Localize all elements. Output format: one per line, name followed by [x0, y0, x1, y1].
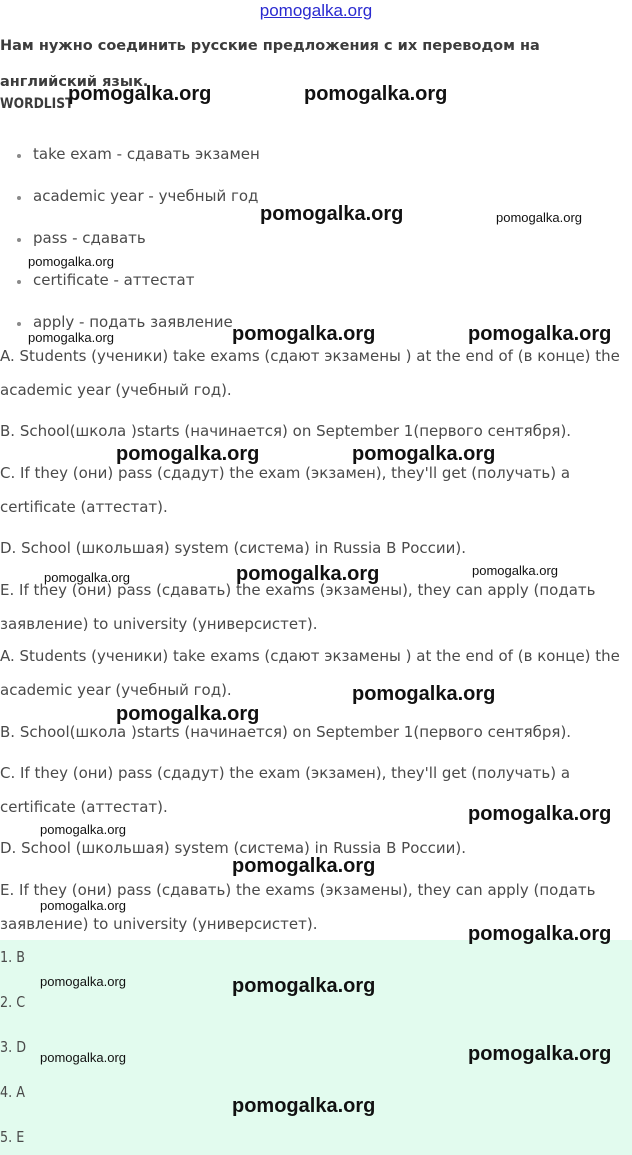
watermark: pomogalka.org — [116, 703, 260, 725]
sentence-item: B. School(школа )starts (начинается) on September 1(первого сентября). — [0, 422, 572, 440]
wordlist-item: certificate - аттестат — [33, 271, 195, 289]
watermark: pomogalka.org — [472, 563, 558, 578]
sentence-item: E. If they (они) pass (сдавать) the exams (экзамены), they can apply (подать заявление) to university (универсистет). — [0, 881, 596, 933]
answer-item: 3. D — [0, 1038, 27, 1056]
watermark: pomogalka.org — [116, 443, 260, 465]
watermark: pomogalka.org — [468, 323, 612, 345]
wordlist-title: WORDLIST — [0, 96, 74, 112]
answer-item: 4. A — [0, 1083, 25, 1101]
watermark: pomogalka.org — [232, 975, 376, 997]
watermark: pomogalka.org — [468, 803, 612, 825]
watermark: pomogalka.org — [496, 210, 582, 225]
watermark: pomogalka.org — [28, 330, 114, 345]
sentence-item: D. School (школьшая) system (система) in Russia В России). — [0, 839, 466, 857]
wordlist-item: take exam - сдавать экзамен — [33, 145, 260, 163]
watermark: pomogalka.org — [236, 563, 380, 585]
watermark: pomogalka.org — [28, 254, 114, 269]
watermark: pomogalka.org — [232, 1095, 376, 1117]
watermark: pomogalka.org — [232, 855, 376, 877]
sentence-item: D. School (школьшая) system (система) in Russia В России). — [0, 539, 466, 557]
sentence-item: C. If they (они) pass (сдадут) the exam (экзамен), they'll get (получать) a certificate (аттестат). — [0, 764, 571, 816]
watermark: pomogalka.org — [44, 570, 130, 585]
watermark: pomogalka.org — [260, 203, 404, 225]
watermark: pomogalka.org — [304, 83, 448, 105]
sentence-item: A. Students (ученики) take exams (сдают экзамены ) at the end of (в конце) the academic year (учебный год). — [0, 347, 620, 399]
answer-item: 2. C — [0, 993, 26, 1011]
answer-item: 1. B — [0, 948, 25, 966]
watermark: pomogalka.org — [68, 83, 212, 105]
sentence-item: A. Students (ученики) take exams (сдают экзамены ) at the end of (в конце) the academic year (учебный год). — [0, 647, 620, 699]
watermark: pomogalka.org — [352, 683, 496, 705]
watermark: pomogalka.org — [468, 1043, 612, 1065]
watermark: pomogalka.org — [40, 1050, 126, 1065]
sentence-item: E. If they (они) pass (сдавать) the exams (экзамены), they can apply (подать заявление) to university (универсистет). — [0, 581, 596, 633]
watermark: pomogalka.org — [40, 898, 126, 913]
wordlist-item: pass - сдавать — [33, 229, 146, 247]
wordlist-item: academic year - учебный год — [33, 187, 259, 205]
answer-item: 5. E — [0, 1128, 25, 1146]
watermark: pomogalka.org — [40, 974, 126, 989]
question-text: Нам нужно соединить русские предложения с их переводом на английский язык. — [0, 38, 540, 90]
watermark: pomogalka.org — [352, 443, 496, 465]
watermark: pomogalka.org — [40, 822, 126, 837]
watermark: pomogalka.org — [468, 923, 612, 945]
sentence-item: C. If they (они) pass (сдадут) the exam (экзамен), they'll get (получать) a certificate (аттестат). — [0, 464, 571, 516]
site-link[interactable]: pomogalka.org — [259, 1, 373, 20]
watermark: pomogalka.org — [232, 323, 376, 345]
sentence-item: B. School(школа )starts (начинается) on September 1(первого сентября). — [0, 723, 572, 741]
wordlist-item: apply - подать заявление — [33, 313, 233, 331]
